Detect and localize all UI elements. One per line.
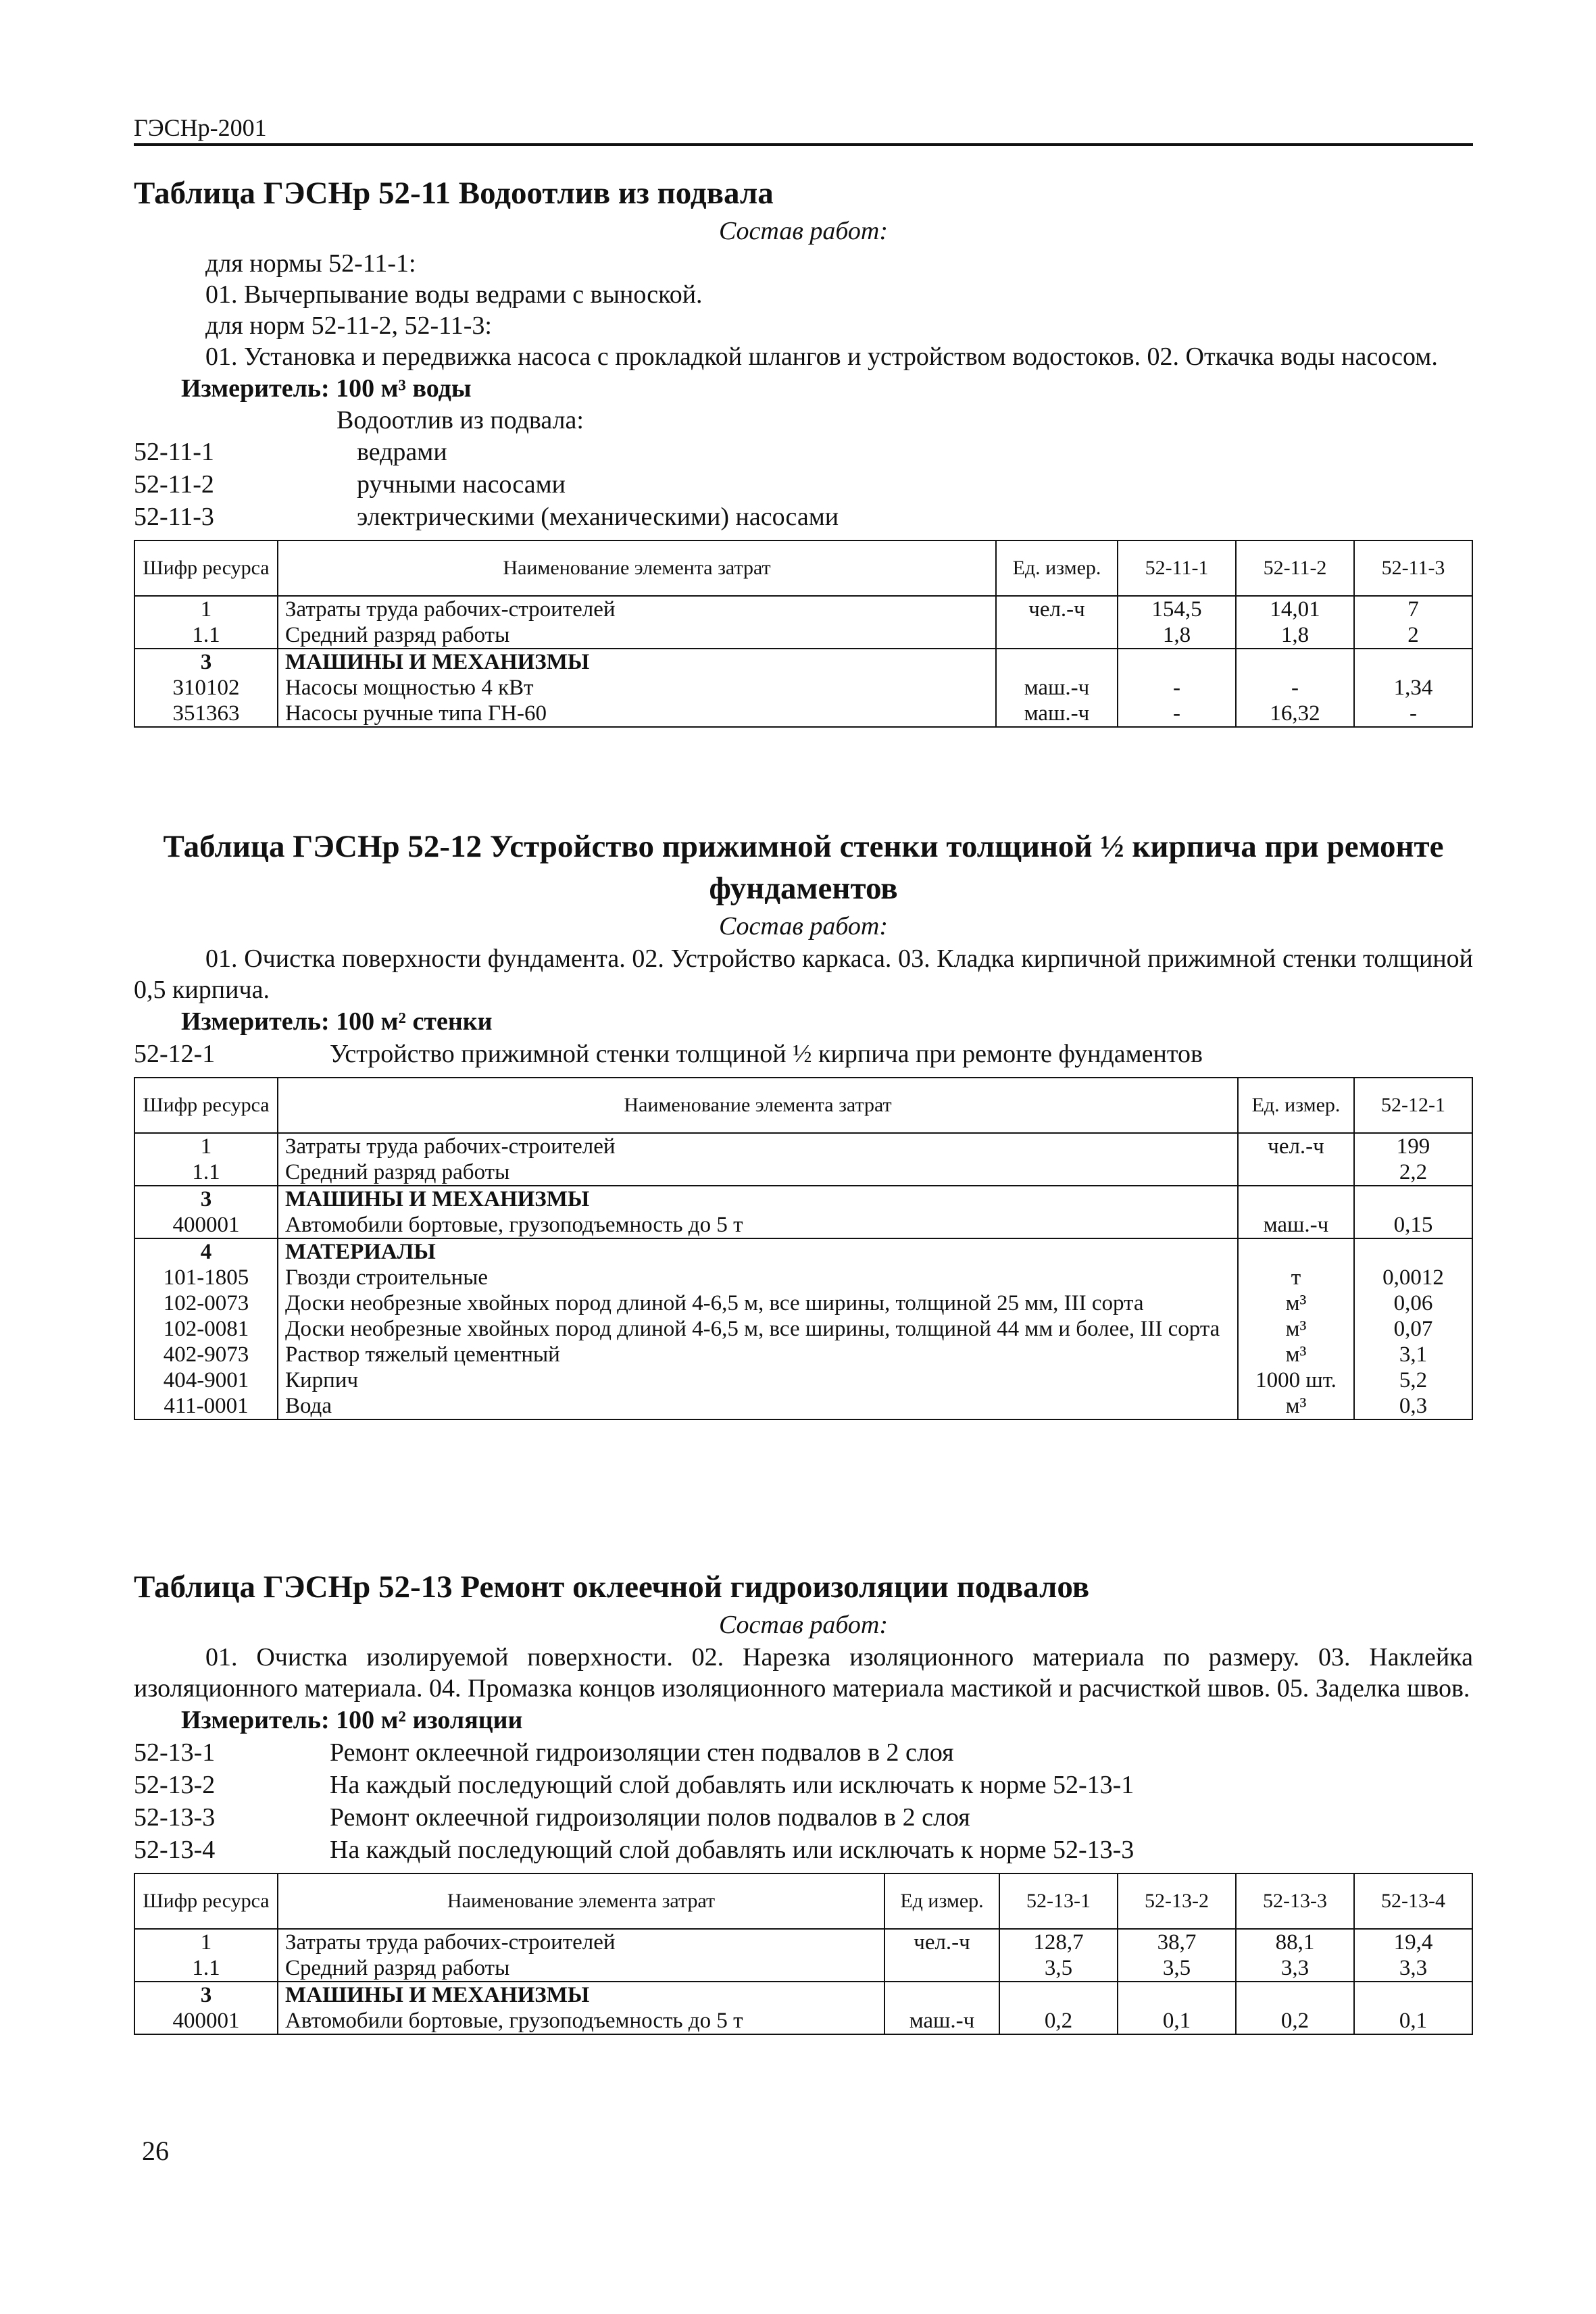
norm-scope-line: для нормы 52-11-1: [205, 249, 416, 278]
norm-text: Устройство прижимной стенки толщиной ½ кирпича при ремонте фундаментов [330, 1040, 1203, 1068]
table-row [134, 675, 1472, 701]
cell-code: 1.1 [134, 622, 278, 649]
table-row [134, 1367, 1472, 1393]
cell-unit: м³ [1238, 1290, 1354, 1316]
cell-value: 154,5 [1118, 596, 1236, 622]
cell-code: 4 [134, 1238, 278, 1265]
table-row [134, 701, 1472, 727]
cell-unit [1238, 1186, 1354, 1212]
cell-unit: т [1238, 1265, 1354, 1290]
cell-name: Автомобили бортовые, грузоподъемность до 5 т [278, 2008, 884, 2034]
measure-unit: Измеритель: 100 м² стенки [181, 1007, 493, 1036]
table-row [134, 649, 1472, 675]
col-header-unit: Ед. измер. [1238, 1078, 1354, 1133]
cell-name: Затраты труда рабочих-строителей [278, 1929, 884, 1955]
col-header-code: Шифр ресурса [134, 540, 278, 596]
page-number: 26 [142, 2136, 169, 2166]
section-52-13 [134, 1566, 1473, 2035]
col-header-norm: 52-11-2 [1236, 540, 1354, 596]
cell-value: 3,3 [1236, 1955, 1354, 1982]
cell-value: - [1118, 701, 1236, 727]
norm-code: 52-13-1 [134, 1738, 216, 1767]
cell-unit [884, 1982, 999, 2008]
cell-value [1118, 1982, 1236, 2008]
col-header-norm: 52-12-1 [1354, 1078, 1472, 1133]
cell-value: 19,4 [1354, 1929, 1472, 1955]
cell-unit: м³ [1238, 1316, 1354, 1342]
cell-code: 411-0001 [134, 1393, 278, 1419]
cell-value [1236, 1982, 1354, 2008]
norm-item [134, 1038, 1473, 1070]
norm-item [134, 1736, 1473, 1769]
cell-value: 14,01 [1236, 596, 1354, 622]
cell-name: Затраты труда рабочих-строителей [278, 1133, 1238, 1159]
table-row [134, 1212, 1472, 1238]
cell-value: 16,32 [1236, 701, 1354, 727]
cell-value: 3,3 [1354, 1955, 1472, 1982]
cell-unit: маш.-ч [996, 675, 1118, 701]
cell-unit [1238, 1238, 1354, 1265]
norm-code: 52-11-3 [134, 503, 214, 531]
work-step-paragraph: 01. Установка и передвижка насоса с прокладкой шлангов и устройством водостоков. 02. Откачка воды насосом. [205, 343, 1438, 371]
col-header-unit: Ед. измер. [996, 540, 1118, 596]
cell-code: 400001 [134, 2008, 278, 2034]
resource-table [134, 1873, 1473, 2035]
cell-code: 1 [134, 596, 278, 622]
table-row [134, 1133, 1472, 1159]
table-row [134, 2008, 1472, 2034]
cell-name: МАШИНЫ И МЕХАНИЗМЫ [278, 1186, 1238, 1212]
norm-code: 52-11-1 [134, 438, 214, 466]
cell-unit: маш.-ч [884, 2008, 999, 2034]
cell-unit: маш.-ч [1238, 1212, 1354, 1238]
cell-name: Гвозди строительные [278, 1265, 1238, 1290]
cell-value: - [1236, 675, 1354, 701]
resource-table [134, 1077, 1473, 1420]
cell-value: 2 [1354, 622, 1472, 649]
norm-text: ручными насосами [357, 470, 566, 499]
cell-code: 404-9001 [134, 1367, 278, 1393]
work-composition-label: Состав работ: [718, 1611, 889, 1639]
cell-name: МАТЕРИАЛЫ [278, 1238, 1238, 1265]
cell-name: Доски необрезные хвойных пород длиной 4-6,5 м, все ширины, толщиной 44 мм и более, III сорта [278, 1316, 1238, 1342]
norm-list [134, 1736, 1473, 1866]
cell-value: 0,3 [1354, 1393, 1472, 1419]
resource-table [134, 540, 1473, 728]
work-composition-label: Состав работ: [718, 912, 889, 940]
cell-code: 402-9073 [134, 1342, 278, 1367]
work-step-paragraph: 01. Очистка поверхности фундамента. 02. Устройство каркаса. 03. Кладка кирпичной прижимной стенки толщиной 0,5 кирпича. [134, 945, 1473, 1004]
col-header-norm: 52-13-1 [999, 1873, 1118, 1929]
col-header-norm: 52-13-3 [1236, 1873, 1354, 1929]
cell-value: 2,2 [1354, 1159, 1472, 1186]
cell-name: Кирпич [278, 1367, 1238, 1393]
measure-unit: Измеритель: 100 м³ воды [181, 374, 472, 403]
cell-value: 0,2 [999, 2008, 1118, 2034]
cell-code: 400001 [134, 1212, 278, 1238]
table-header-row [134, 540, 1472, 596]
cell-unit [996, 649, 1118, 675]
norm-item [134, 1834, 1473, 1866]
cell-value: 88,1 [1236, 1929, 1354, 1955]
cell-name: Автомобили бортовые, грузоподъемность до 5 т [278, 1212, 1238, 1238]
cell-value: 0,2 [1236, 2008, 1354, 2034]
cell-name: Средний разряд работы [278, 622, 996, 649]
cell-code: 3 [134, 1982, 278, 2008]
norm-code: 52-11-2 [134, 470, 214, 499]
cell-name: МАШИНЫ И МЕХАНИЗМЫ [278, 649, 996, 675]
norm-group-heading: Водоотлив из подвала: [336, 406, 584, 434]
cell-code: 310102 [134, 675, 278, 701]
cell-name: Насосы мощностью 4 кВт [278, 675, 996, 701]
norm-list [134, 1038, 1473, 1070]
norm-text: ведрами [357, 438, 447, 466]
cell-value: 1,34 [1354, 675, 1472, 701]
col-header-code: Шифр ресурса [134, 1078, 278, 1133]
table-row [134, 1265, 1472, 1290]
norm-item [134, 1801, 1473, 1834]
work-step-line: 01. Вычерпывание воды ведрами с выноской. [205, 280, 703, 309]
table-row [134, 596, 1472, 622]
cell-name: Средний разряд работы [278, 1955, 884, 1982]
norm-text: Ремонт оклеечной гидроизоляции полов подвалов в 2 слоя [330, 1803, 970, 1832]
table-row [134, 1290, 1472, 1316]
cell-value: 128,7 [999, 1929, 1118, 1955]
cell-value: 199 [1354, 1133, 1472, 1159]
cell-name: Вода [278, 1393, 1238, 1419]
table-row [134, 1982, 1472, 2008]
norm-code: 52-12-1 [134, 1040, 216, 1068]
cell-value: 5,2 [1354, 1367, 1472, 1393]
table-row [134, 1186, 1472, 1212]
col-header-norm: 52-11-1 [1118, 540, 1236, 596]
cell-code: 1.1 [134, 1159, 278, 1186]
cell-value: 0,06 [1354, 1290, 1472, 1316]
cell-unit [996, 622, 1118, 649]
table-row [134, 1929, 1472, 1955]
cell-unit [884, 1955, 999, 1982]
cell-value [1236, 649, 1354, 675]
cell-name: Раствор тяжелый цементный [278, 1342, 1238, 1367]
table-title: Таблица ГЭСНр 52-11 Водоотлив из подвала [134, 176, 774, 211]
header-rule [134, 143, 1473, 146]
table-row [134, 1316, 1472, 1342]
cell-code: 102-0081 [134, 1316, 278, 1342]
cell-value [1354, 649, 1472, 675]
cell-unit: чел.-ч [1238, 1133, 1354, 1159]
norm-item [134, 501, 1473, 533]
cell-name: МАШИНЫ И МЕХАНИЗМЫ [278, 1982, 884, 2008]
cell-code: 102-0073 [134, 1290, 278, 1316]
running-title: ГЭСНр-2001 [134, 114, 267, 141]
norm-scope-line: для норм 52-11-2, 52-11-3: [205, 311, 492, 340]
table-header-row [134, 1078, 1472, 1133]
cell-value [1354, 1238, 1472, 1265]
cell-unit: м³ [1238, 1393, 1354, 1419]
cell-unit: маш.-ч [996, 701, 1118, 727]
cell-value: 0,1 [1118, 2008, 1236, 2034]
norm-text: Ремонт оклеечной гидроизоляции стен подвалов в 2 слоя [330, 1738, 954, 1767]
cell-unit: м³ [1238, 1342, 1354, 1367]
work-composition-label: Состав работ: [718, 217, 889, 245]
cell-value: 1,8 [1118, 622, 1236, 649]
table-title: Таблица ГЭСНр 52-12 Устройство прижимной стенки толщиной ½ кирпича при ремонте фундаментов [163, 829, 1444, 906]
table-title: Таблица ГЭСНр 52-13 Ремонт оклеечной гидроизоляции подвалов [134, 1569, 1090, 1605]
cell-unit: чел.-ч [996, 596, 1118, 622]
cell-value: 0,07 [1354, 1316, 1472, 1342]
norm-code: 52-13-4 [134, 1836, 216, 1864]
norm-text: На каждый последующий слой добавлять или исключать к норме 52-13-3 [330, 1836, 1134, 1864]
norm-code: 52-13-2 [134, 1771, 216, 1799]
section-52-12 [134, 826, 1473, 1420]
cell-unit [1238, 1159, 1354, 1186]
cell-name: Доски необрезные хвойных пород длиной 4-6,5 м, все ширины, толщиной 25 мм, III сорта [278, 1290, 1238, 1316]
cell-value: 0,1 [1354, 2008, 1472, 2034]
cell-value [999, 1982, 1118, 2008]
cell-value: - [1354, 701, 1472, 727]
norm-list [134, 436, 1473, 533]
table-row [134, 1238, 1472, 1265]
cell-value: 3,5 [1118, 1955, 1236, 1982]
work-step-paragraph: 01. Очистка изолируемой поверхности. 02. Нарезка изоляционного материала по размеру. 03. Наклейка изоляционного материала. 04. Промазка концов изоляционного материала мастикой и расчисткой швов. 05. Заделка швов. [134, 1643, 1473, 1703]
cell-value: 0,0012 [1354, 1265, 1472, 1290]
norm-item [134, 1769, 1473, 1801]
cell-code: 3 [134, 1186, 278, 1212]
col-header-name: Наименование элемента затрат [278, 540, 996, 596]
cell-value [1354, 1982, 1472, 2008]
cell-code: 101-1805 [134, 1265, 278, 1290]
cell-name: Средний разряд работы [278, 1159, 1238, 1186]
norm-code: 52-13-3 [134, 1803, 216, 1832]
cell-value [1354, 1186, 1472, 1212]
col-header-name: Наименование элемента затрат [278, 1078, 1238, 1133]
cell-value [1118, 649, 1236, 675]
measure-unit: Измеритель: 100 м² изоляции [181, 1706, 523, 1734]
cell-value: 0,15 [1354, 1212, 1472, 1238]
col-header-norm: 52-13-2 [1118, 1873, 1236, 1929]
cell-code: 1 [134, 1133, 278, 1159]
cell-code: 3 [134, 649, 278, 675]
col-header-name: Наименование элемента затрат [278, 1873, 884, 1929]
norm-item [134, 468, 1473, 501]
table-row [134, 622, 1472, 649]
table-row [134, 1393, 1472, 1419]
table-row [134, 1955, 1472, 1982]
col-header-code: Шифр ресурса [134, 1873, 278, 1929]
cell-name: Насосы ручные типа ГН-60 [278, 701, 996, 727]
col-header-norm: 52-11-3 [1354, 540, 1472, 596]
col-header-norm: 52-13-4 [1354, 1873, 1472, 1929]
cell-value: 3,1 [1354, 1342, 1472, 1367]
table-header-row [134, 1873, 1472, 1929]
col-header-unit: Ед измер. [884, 1873, 999, 1929]
cell-value: - [1118, 675, 1236, 701]
cell-value: 7 [1354, 596, 1472, 622]
table-row [134, 1342, 1472, 1367]
section-52-11 [134, 172, 1473, 728]
cell-name: Затраты труда рабочих-строителей [278, 596, 996, 622]
cell-value: 3,5 [999, 1955, 1118, 1982]
cell-code: 351363 [134, 701, 278, 727]
cell-code: 1.1 [134, 1955, 278, 1982]
cell-value: 38,7 [1118, 1929, 1236, 1955]
cell-code: 1 [134, 1929, 278, 1955]
table-row [134, 1159, 1472, 1186]
norm-text: На каждый последующий слой добавлять или исключать к норме 52-13-1 [330, 1771, 1134, 1799]
cell-value: 1,8 [1236, 622, 1354, 649]
norm-item [134, 436, 1473, 468]
cell-unit: 1000 шт. [1238, 1367, 1354, 1393]
norm-text: электрическими (механическими) насосами [357, 503, 839, 531]
cell-unit: чел.-ч [884, 1929, 999, 1955]
